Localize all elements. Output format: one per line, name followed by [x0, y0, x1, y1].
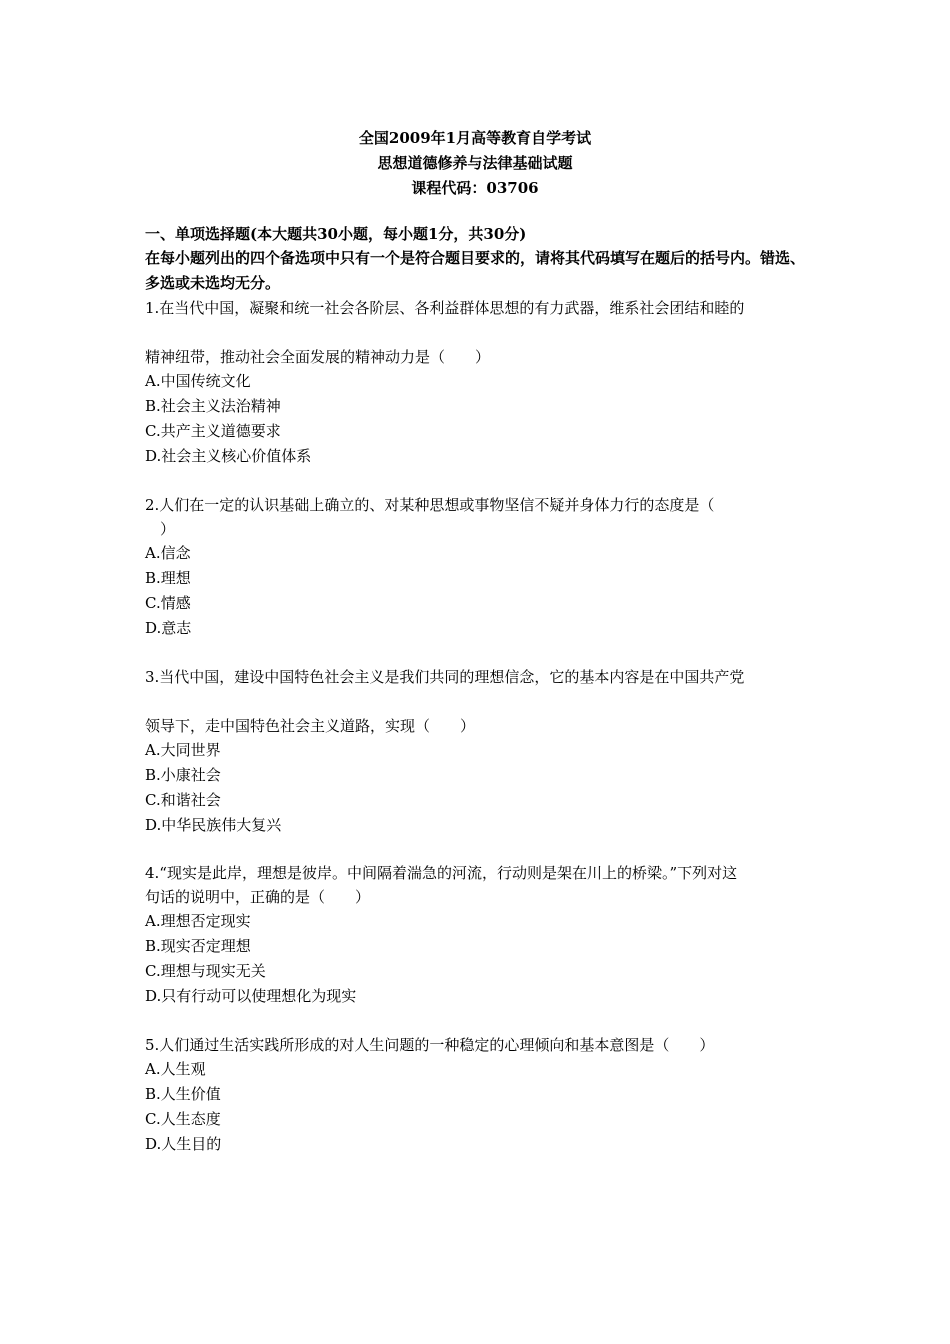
option-c: C.理想与现实无关: [145, 962, 266, 980]
option-c: C.共产主义道德要求: [145, 422, 281, 440]
question-stem-continued: 句话的说明中，正确的是（ ）: [145, 888, 371, 906]
exam-header: [0, 126, 950, 201]
section-header: [145, 222, 815, 296]
option-c: C.人生态度: [145, 1110, 221, 1128]
section-instruction: 在每小题列出的四个备选项中只有一个是符合题目要求的，请将其代码填写在题后的括号内。错选、多选或未选均无分。: [145, 249, 806, 292]
option-b: B.理想: [145, 569, 191, 587]
option-a: A.理想否定现实: [145, 912, 251, 930]
question-stem: 5.人们通过生活实践所形成的对人生问题的一种稳定的心理倾向和基本意图是（ ）: [145, 1036, 715, 1054]
question-stem-continued: 精神纽带，推动社会全面发展的精神动力是（ ）: [145, 348, 491, 366]
question-stem: 4.“现实是此岸，理想是彼岸。中间隔着湍急的河流，行动则是架在川上的桥梁。”下列对这: [145, 864, 738, 882]
option-c: C.和谐社会: [145, 791, 221, 809]
question-stem: 2.人们在一定的认识基础上确立的、对某种思想或事物坚信不疑并身体力行的态度是（: [145, 496, 715, 514]
option-d: D.意志: [145, 619, 192, 637]
option-d: D.人生目的: [145, 1135, 222, 1153]
option-b: B.小康社会: [145, 766, 221, 784]
question-5: [145, 1033, 815, 1157]
question-1: [145, 296, 815, 469]
option-c: C.情感: [145, 594, 191, 612]
option-a: A.人生观: [145, 1060, 206, 1078]
question-4: [145, 861, 815, 1009]
option-a: A.中国传统文化: [145, 372, 251, 390]
question-stem: 3.当代中国，建设中国特色社会主义是我们共同的理想信念，它的基本内容是在中国共产党: [145, 668, 745, 686]
question-3: [145, 665, 815, 838]
question-2: [145, 493, 815, 641]
subject-title: 思想道德修养与法律基础试题: [377, 154, 573, 172]
course-code: 课程代码：03706: [411, 179, 539, 197]
option-a: A.信念: [145, 544, 191, 562]
question-stem-continued: 领导下，走中国特色社会主义道路，实现（ ）: [145, 717, 476, 735]
option-a: A.大同世界: [145, 741, 221, 759]
option-d: D.社会主义核心价值体系: [145, 447, 312, 465]
option-b: B.现实否定理想: [145, 937, 251, 955]
option-d: D.只有行动可以使理想化为现实: [145, 987, 357, 1005]
option-b: B.社会主义法治精神: [145, 397, 281, 415]
question-stem-continued: ）: [145, 520, 176, 538]
exam-title: 全国2009年1月高等教育自学考试: [358, 129, 592, 147]
option-d: D.中华民族伟大复兴: [145, 816, 282, 834]
section-title: 一、单项选择题(本大题共30小题，每小题1分，共30分): [145, 225, 527, 243]
question-stem: 1.在当代中国，凝聚和统一社会各阶层、各利益群体思想的有力武器，维系社会团结和睦的: [145, 299, 745, 317]
option-b: B.人生价值: [145, 1085, 221, 1103]
